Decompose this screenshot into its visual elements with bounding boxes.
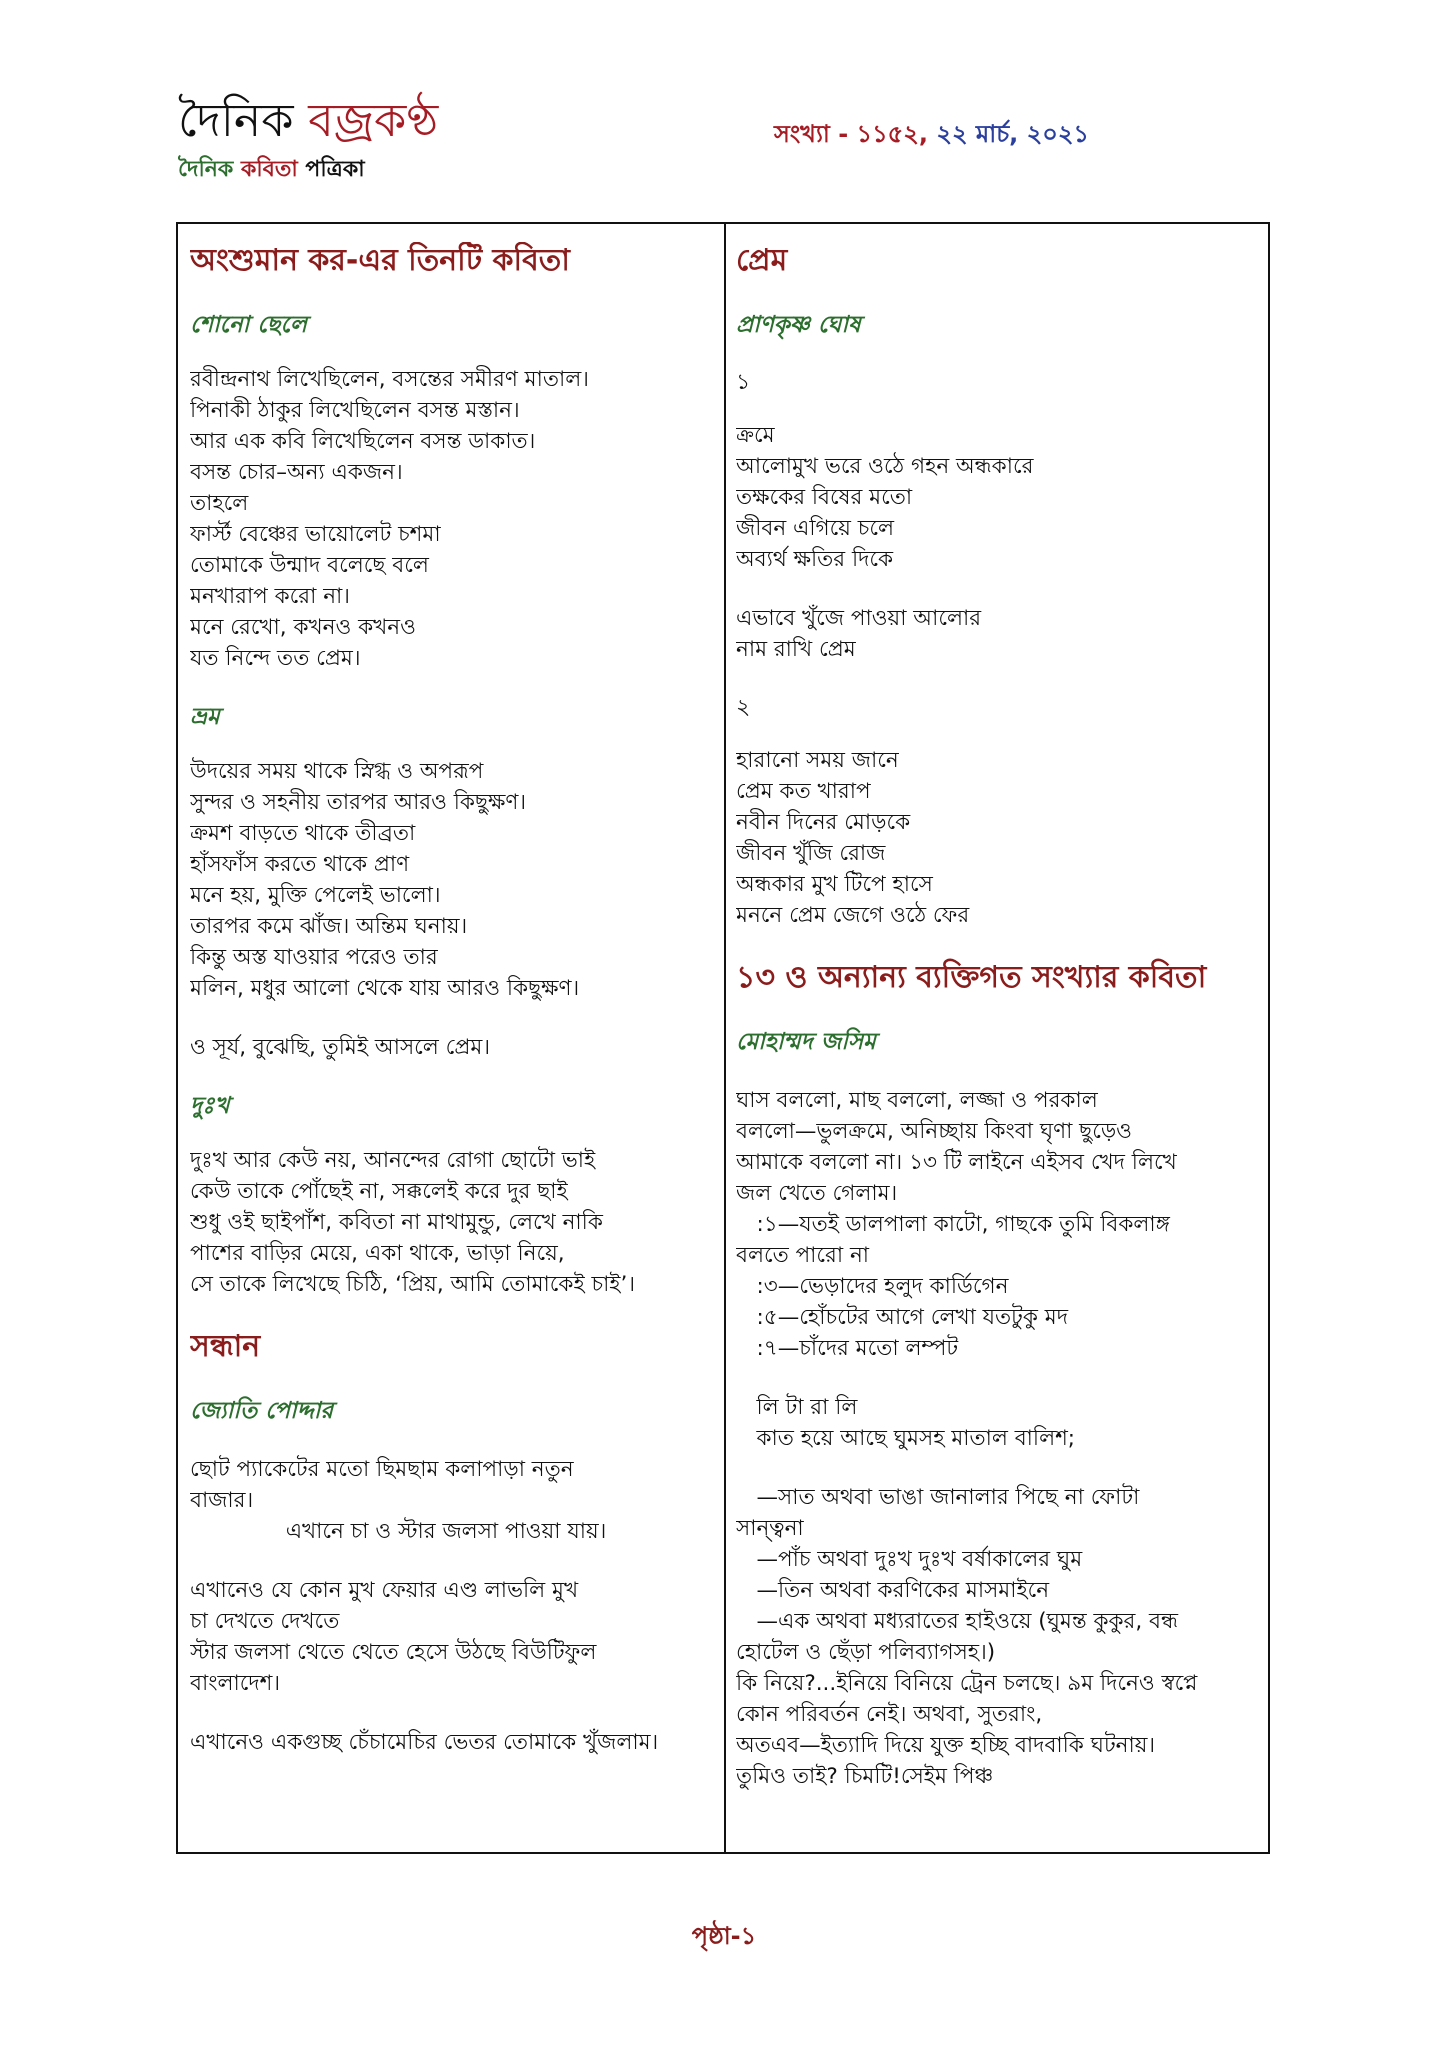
poem-line: কি নিয়ে?...ইনিয়ে বিনিয়ে ট্রেন চলছে। ৯ম দিনেও স্বপ্নে <box>736 1671 1198 1696</box>
poem-line: হারানো সময় জানে <box>736 748 899 773</box>
poem-line: ক্রমে <box>736 423 775 448</box>
poem-line: অন্ধকার মুখ টিপে হাসে <box>736 872 933 897</box>
poet-name: প্রাণকৃষ্ণ ঘোষ <box>736 312 861 338</box>
poem-line: এখানেও যে কোন মুখ ফেয়ার এণ্ড লাভলি মুখ <box>190 1578 579 1603</box>
poem-title: শোনো ছেলে <box>190 312 307 338</box>
poem-line: সে তাকে লিখেছে চিঠি, ‘প্রিয়, আমি তোমাকেই চাই’। <box>190 1272 636 1297</box>
stanza <box>736 603 1254 665</box>
poem-line: :৭—চাঁদের মতো লম্পট <box>736 1336 959 1361</box>
poem-line: নাম রাখি প্রেম <box>736 637 856 662</box>
section-title: সন্ধান <box>190 1329 261 1364</box>
stanza <box>190 1145 708 1300</box>
newspaper-logo: দৈনিক বজ্রকণ্ঠ <box>178 93 439 147</box>
stanza <box>190 756 708 1004</box>
poem-line: সান্ত্বনা <box>736 1516 804 1541</box>
poem-line: বললো—ভুলক্রমে, অনিচ্ছায় কিংবা ঘৃণা ছুড়েও <box>736 1119 1133 1144</box>
poem-line: —তিন অথবা করণিকের মাসমাইনে <box>736 1578 1050 1603</box>
stanza <box>190 1575 708 1699</box>
poem-body <box>736 420 1254 665</box>
poem-line: কোন পরিবর্তন নেই। অথবা, সুতরাং, <box>736 1702 1043 1727</box>
poem-line: আর এক কবি লিখেছিলেন বসন্ত ডাকাত। <box>190 429 536 454</box>
stanza <box>190 364 708 674</box>
poem-line: কিন্তু অস্ত যাওয়ার পরেও তার <box>190 945 438 970</box>
issue-info: সংখ্যা - ১১৫২, ২২ মার্চ, ২০২১ <box>774 120 1090 148</box>
poem-line: রবীন্দ্রনাথ লিখেছিলেন, বসন্তের সমীরণ মাতাল। <box>190 367 589 392</box>
poem-line: নবীন দিনের মোড়কে <box>736 810 911 835</box>
poem-line: অতএব—ইত্যাদি দিয়ে যুক্ত হচ্ছি বাদবাকি ঘটনায়। <box>736 1733 1156 1758</box>
poem-line: আমাকে বললো না। ১৩ টি লাইনে এইসব খেদ লিখে <box>736 1150 1177 1175</box>
poem-line: :৫—হোঁচটের আগে লেখা যতটুকু মদ <box>736 1305 1068 1330</box>
poem-line: উদয়ের সময় থাকে স্নিগ্ধ ও অপরূপ <box>190 759 484 784</box>
content-frame <box>176 222 1270 1854</box>
poem-body <box>190 364 708 674</box>
poem-line: :৩—ভেড়াদের হলুদ কার্ডিগেন <box>736 1274 1009 1299</box>
poet-name: জ্যোতি পোদ্দার <box>190 1398 334 1424</box>
poem-body <box>736 745 1254 931</box>
masthead <box>178 92 438 189</box>
poem-line: যত নিন্দে তত প্রেম। <box>190 646 361 671</box>
poem-body <box>736 1085 1254 1792</box>
stanza <box>190 1032 708 1063</box>
poem-line: —পাঁচ অথবা দুঃখ দুঃখ বর্ষাকালের ঘুম <box>736 1547 1083 1572</box>
poem-line: কেউ তাকে পোঁছেই না, সক্কলেই করে দুর ছাই <box>190 1179 568 1204</box>
stanza <box>736 745 1254 931</box>
poem-line: :১—যতই ডালপালা কাটো, গাছকে তুমি বিকলাঙ্গ <box>736 1212 1170 1237</box>
page-number: পৃষ্ঠা-১ <box>691 1922 757 1950</box>
poem-line: কাত হয়ে আছে ঘুমসহ মাতাল বালিশ; <box>736 1426 1076 1451</box>
poem-line: পাশের বাড়ির মেয়ে, একা থাকে, ভাড়া নিয়ে, <box>190 1241 565 1266</box>
poem-body <box>190 1145 708 1300</box>
tagline: দৈনিক কবিতা পত্রিকা <box>178 157 365 182</box>
poem-line: লি টা রা লি <box>736 1395 858 1420</box>
column-divider <box>724 224 726 1852</box>
poem-line: তক্ষকের বিষের মতো <box>736 485 913 510</box>
poem-line: মনখারাপ করো না। <box>190 584 350 609</box>
right-column <box>736 242 1254 1820</box>
poem-line: বাজার। <box>190 1488 254 1513</box>
section-title: প্রেম <box>736 243 788 278</box>
section-title: ১৩ ও অন্যান্য ব্যক্তিগত সংখ্যার কবিতা <box>736 960 1207 995</box>
poem-line: তাহলে <box>190 491 249 516</box>
poem-line: জীবন খুঁজি রোজ <box>736 841 886 866</box>
poem-line: এভাবে খুঁজে পাওয়া আলোর <box>736 606 982 631</box>
poet-name: মোহাম্মদ জসিম <box>736 1029 876 1055</box>
poem-line: বসন্ত চোর–অন্য একজন। <box>190 460 403 485</box>
poem-line: হাঁসফাঁস করতে থাকে প্রাণ <box>190 852 410 877</box>
poem-line: এখানে চা ও স্টার জলসা পাওয়া যায়। <box>190 1519 607 1544</box>
poem-line: স্টার জলসা থেতে থেতে হেসে উঠছে বিউটিফুল <box>190 1640 597 1665</box>
stanza <box>736 1392 1254 1454</box>
poem-line: তারপর কমে ঝাঁজ। অন্তিম ঘনায়। <box>190 914 468 939</box>
poem-line: মলিন, মধুর আলো থেকে যায় আরও কিছুক্ষণ। <box>190 976 580 1001</box>
part-number: ১ <box>736 370 751 395</box>
poem-line: জীবন এগিয়ে চলে <box>736 516 895 541</box>
poem-line: পিনাকী ঠাকুর লিখেছিলেন বসন্ত মস্তান। <box>190 398 520 423</box>
poem-line: অব্যর্থ ক্ষতির দিকে <box>736 547 894 572</box>
stanza <box>736 420 1254 575</box>
poem-line: জল খেতে গেলাম। <box>736 1181 898 1206</box>
stanza <box>190 1727 708 1758</box>
poem-line: তোমাকে উন্মাদ বলেছে বলে <box>190 553 429 578</box>
stanza <box>736 1085 1254 1364</box>
poem-line: হোটেল ও ছেঁড়া পলিব্যাগসহ।) <box>736 1640 996 1665</box>
part-number: ২ <box>736 695 751 720</box>
poem-line: মননে প্রেম জেগে ওঠে ফের <box>736 903 970 928</box>
section-title: অংশুমান কর-এর তিনটি কবিতা <box>190 243 570 278</box>
poem-line: আলোমুখ ভরে ওঠে গহন অন্ধকারে <box>736 454 1034 479</box>
poem-line: প্রেম কত খারাপ <box>736 779 871 804</box>
left-column <box>190 242 708 1786</box>
poem-body <box>190 756 708 1063</box>
poem-line: দুঃখ আর কেউ নয়, আনন্দের রোগা ছোটো ভাই <box>190 1148 596 1173</box>
poem-line: ক্রমশ বাড়তে থাকে তীব্রতা <box>190 821 416 846</box>
poem-line: এখানেও একগুচ্ছ চেঁচামেচির ভেতর তোমাকে খুঁজলাম। <box>190 1730 659 1755</box>
poem-line: ফার্স্ট বেঞ্চের ভায়োলেট চশমা <box>190 522 441 547</box>
poem-line: বাংলাদেশ। <box>190 1671 281 1696</box>
poem-line: মনে রেখো, কখনও কখনও <box>190 615 416 640</box>
poem-line: ছোট প্যাকেটের মতো ছিমছাম কলাপাড়া নতুন <box>190 1457 574 1482</box>
stanza <box>736 1482 1254 1792</box>
poem-line: —এক অথবা মধ্যরাতের হাইওয়ে (ঘুমন্ত কুকুর, বন্ধ <box>736 1609 1179 1634</box>
poem-line: বলতে পারো না <box>736 1243 870 1268</box>
poem-line: —সাত অথবা ভাঙা জানালার পিছে না ফোটা <box>736 1485 1140 1510</box>
poem-title: ভ্রম <box>190 704 220 730</box>
poem-line: মনে হয়, মুক্তি পেলেই ভালো। <box>190 883 441 908</box>
poem-line: চা দেখতে দেখতে <box>190 1609 340 1634</box>
poem-title: দুঃখ <box>190 1093 230 1119</box>
poem-line: ঘাস বললো, মাছ বললো, লজ্জা ও পরকাল <box>736 1088 1098 1113</box>
poem-line: ও সূর্য, বুঝেছি, তুমিই আসলে প্রেম। <box>190 1035 491 1060</box>
poem-line: তুমিও তাই? চিমটি!সেইম পিঞ্চ <box>736 1764 994 1789</box>
poem-line: সুন্দর ও সহনীয় তারপর আরও কিছুক্ষণ। <box>190 790 527 815</box>
stanza <box>190 1454 708 1547</box>
poem-body <box>190 1454 708 1758</box>
poem-line: শুধু ওই ছাইপাঁশ, কবিতা না মাথামুন্ডু, লেখে নাকি <box>190 1210 603 1235</box>
